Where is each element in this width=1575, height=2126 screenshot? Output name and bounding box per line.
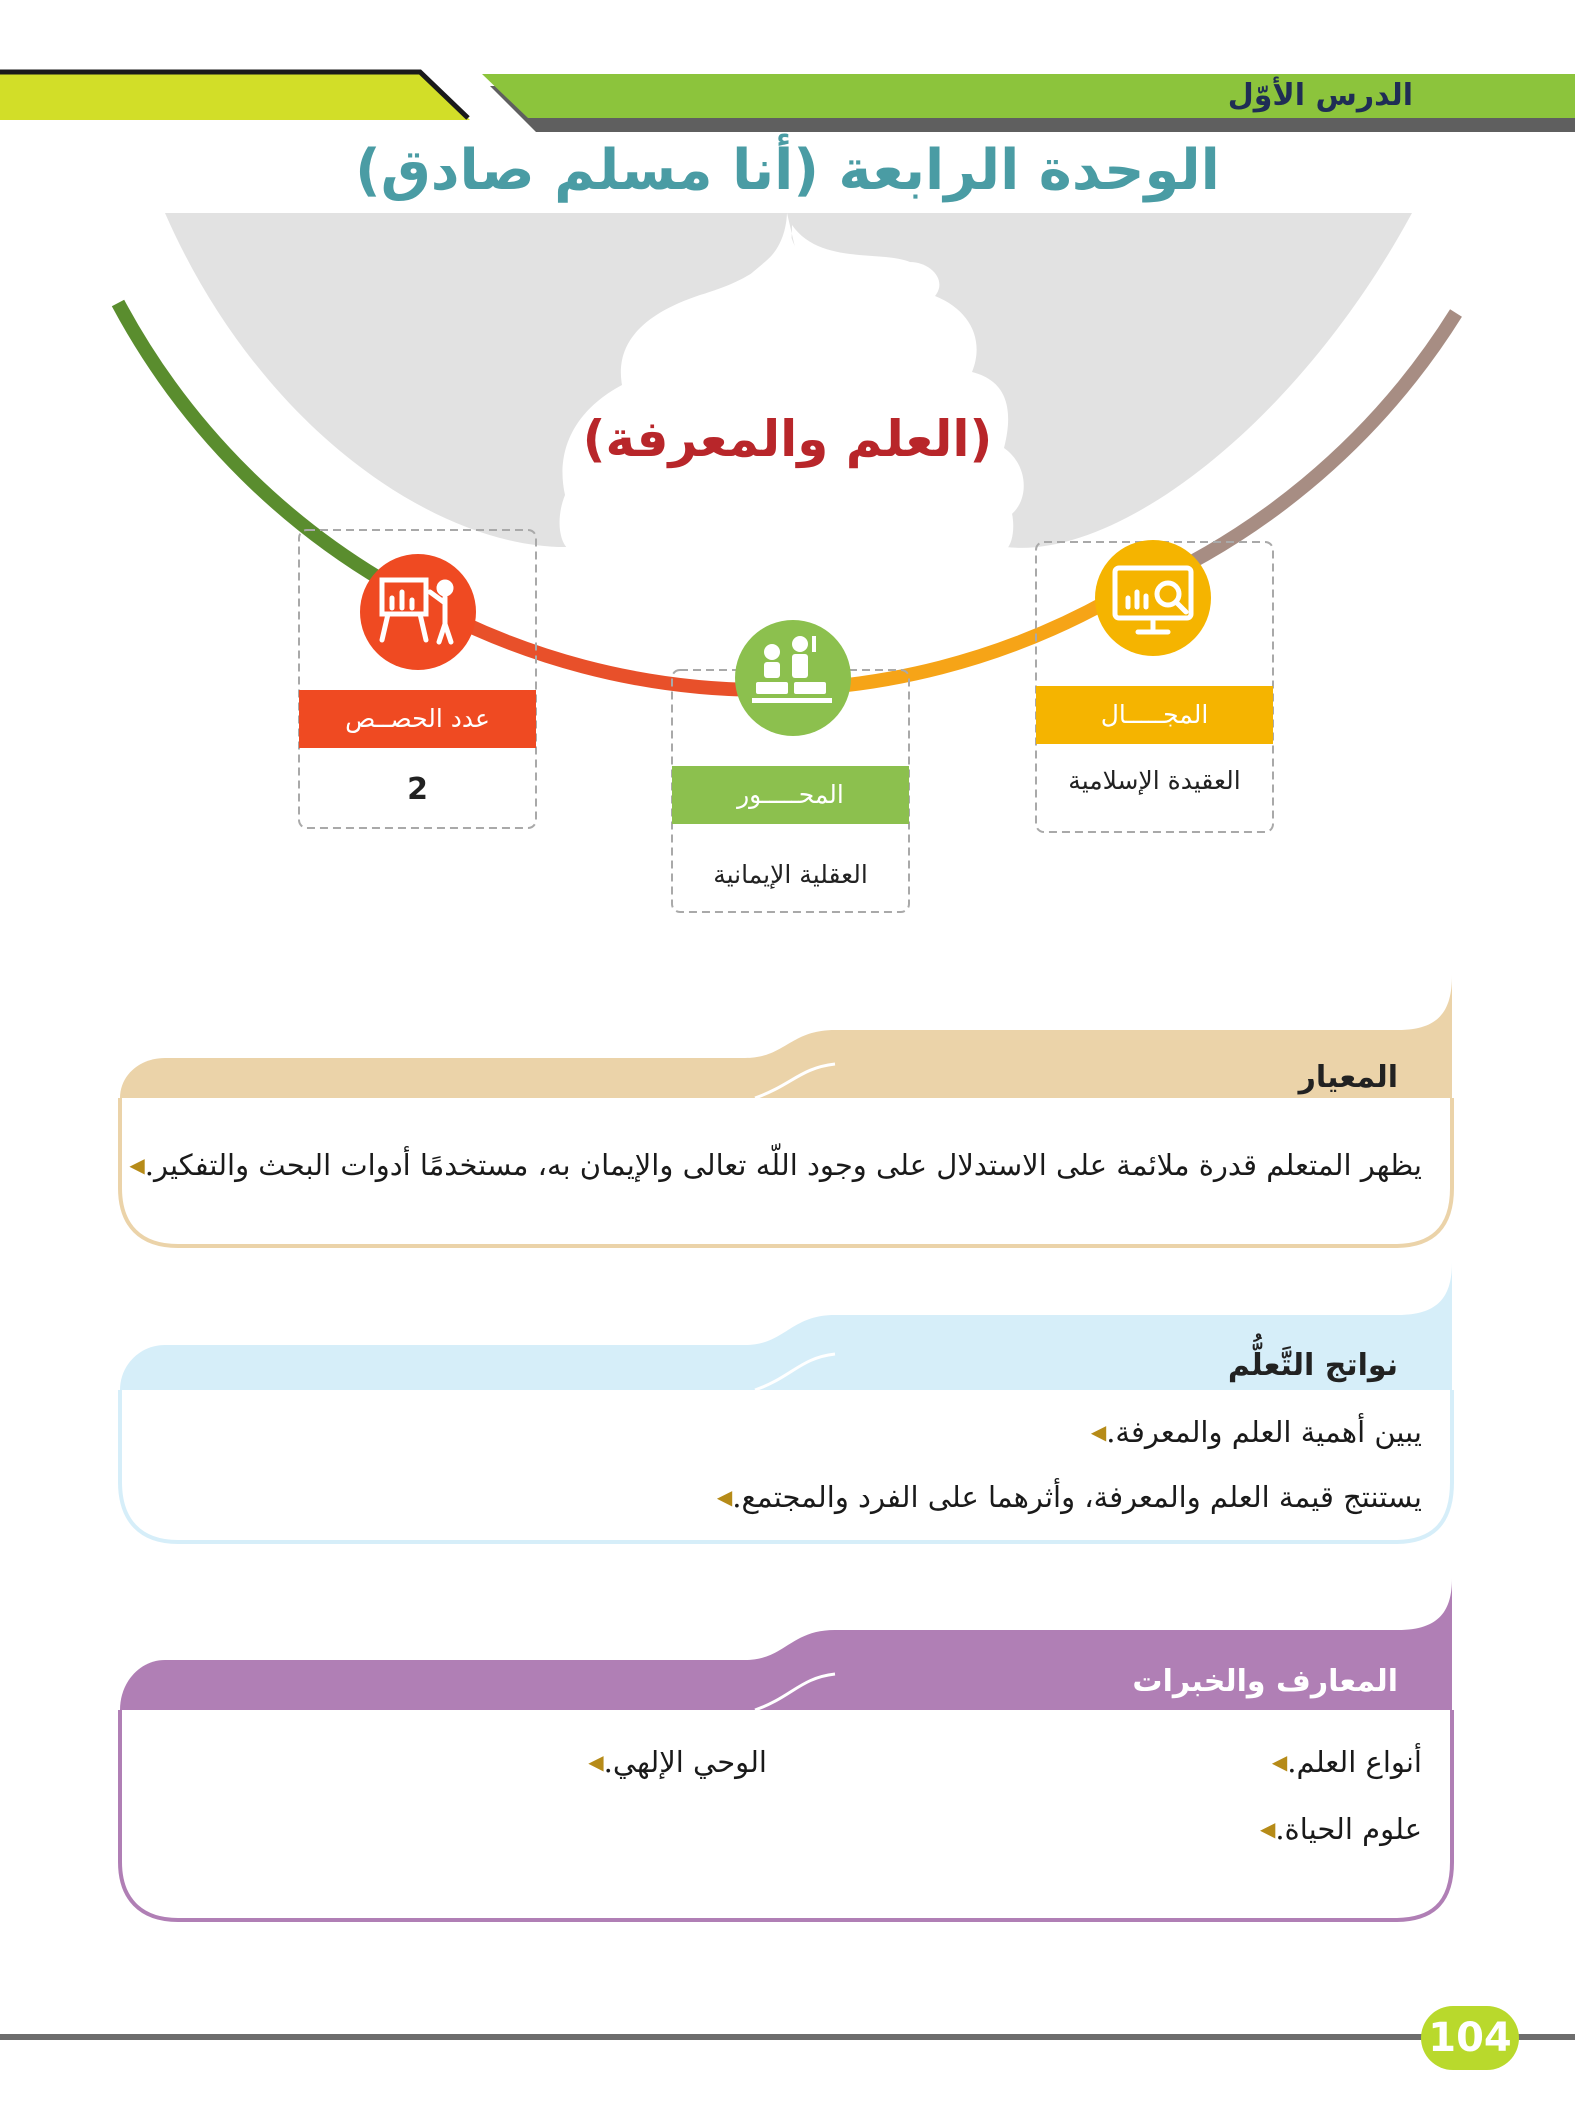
standard-item — [117, 1148, 1422, 1182]
lesson-title: (العلم والمعرفة) — [582, 410, 993, 468]
knowledge-item-text: الوحي الإلهي. — [603, 1745, 767, 1779]
outcomes-box — [120, 1390, 1452, 1542]
field-label: المجـــــال — [1100, 700, 1209, 729]
knowledge-item — [576, 1745, 767, 1779]
knowledge-item-text: أنواع العلم. — [1287, 1745, 1422, 1779]
outcome-item — [705, 1480, 1422, 1514]
bullet-arrow-icon: ◀ — [1259, 1817, 1276, 1841]
footer-line — [0, 2034, 1575, 2040]
standard-tab — [165, 975, 1452, 1098]
axis-circle — [735, 620, 851, 736]
knowledge-title: المعارف والخبرات — [1132, 1664, 1398, 1699]
bullet-arrow-icon: ◀ — [1271, 1750, 1288, 1774]
outcome-item-text: يبين أهمية العلم والمعرفة. — [1106, 1415, 1422, 1449]
bullet-arrow-icon: ◀ — [1090, 1420, 1107, 1444]
bullet-arrow-icon: ◀ — [129, 1153, 145, 1177]
standard-title: المعيار — [1298, 1060, 1398, 1095]
outcome-item — [1079, 1415, 1422, 1449]
sessions-label: عدد الحصــص — [345, 704, 490, 733]
outcome-item-text: يستنتج قيمة العلم والمعرفة، وأثرهما على الفرد والمجتمع. — [732, 1480, 1422, 1514]
sessions-value: 2 — [407, 772, 428, 807]
standard-item-text: يظهر المتعلم قدرة ملائمة على الاستدلال على وجود اللّه تعالى والإيمان به، مستخدمًا أدوات البحث والتفكير. — [144, 1148, 1422, 1182]
outcomes-title: نواتج التَّعلُّم — [1227, 1348, 1398, 1383]
top-left-banner — [0, 70, 470, 120]
lesson-label: الدرس الأوّل — [1227, 78, 1413, 113]
knowledge-item — [1248, 1812, 1422, 1846]
axis-value: العقلية الإيمانية — [713, 860, 868, 889]
knowledge-item-text: علوم الحياة. — [1275, 1812, 1422, 1846]
bullet-arrow-icon: ◀ — [716, 1485, 733, 1509]
page-number: 104 — [1421, 2006, 1519, 2070]
field-value: العقيدة الإسلامية — [1068, 766, 1241, 795]
unit-title: الوحدة الرابعة (أنا مسلم صادق) — [355, 138, 1220, 203]
bullet-arrow-icon: ◀ — [588, 1750, 604, 1774]
knowledge-item — [1260, 1745, 1422, 1779]
field-circle — [1095, 540, 1211, 656]
axis-label: المحـــــور — [737, 780, 844, 809]
